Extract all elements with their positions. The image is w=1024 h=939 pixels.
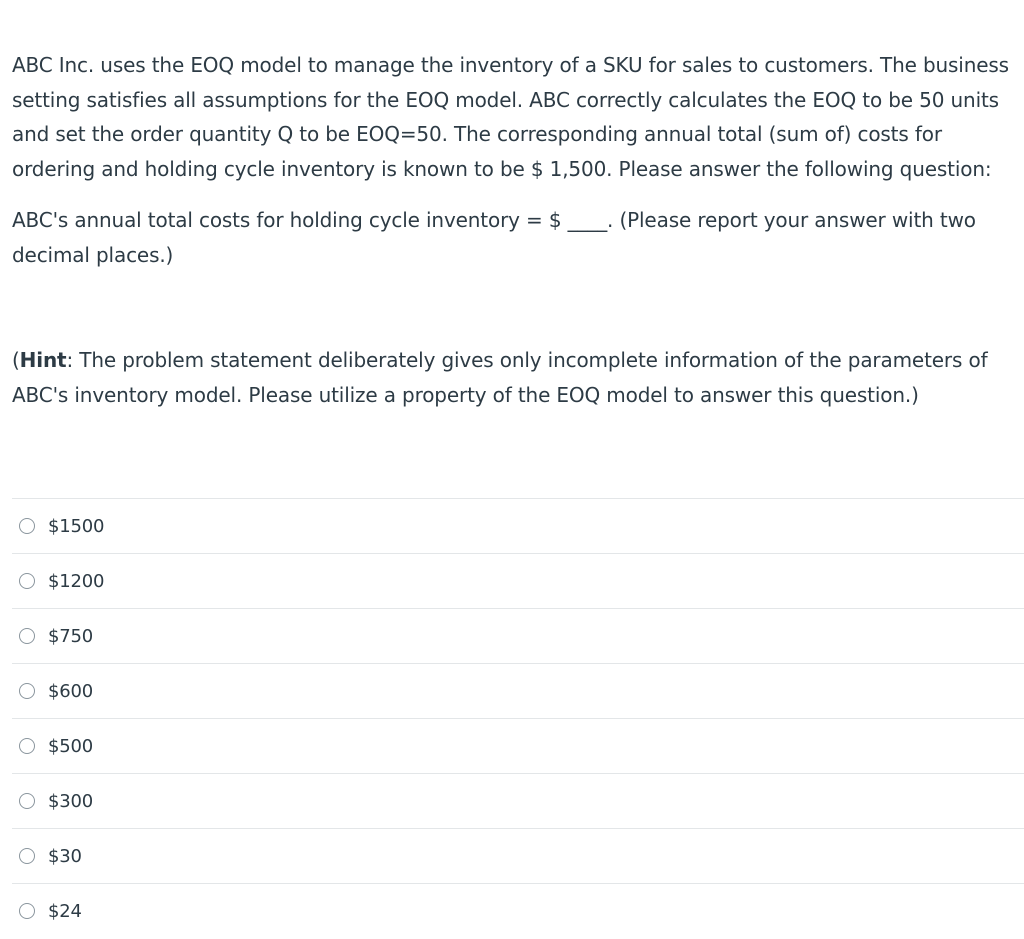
answer-option[interactable] xyxy=(12,774,1024,829)
hint-text: : The problem statement deliberately gives only incomplete information of the parameters of ABC's inventory model. Please utilize a property of the EOQ model to answer this question.) xyxy=(12,348,988,407)
answer-label: $30 xyxy=(48,845,82,867)
answer-option[interactable] xyxy=(12,719,1024,774)
question-paragraph: ABC Inc. uses the EOQ model to manage the inventory of a SKU for sales to customers. The business setting satisfies all assumptions for the EOQ model. ABC correctly calculates the EOQ to be 50 units and set the order quantity Q to be EOQ=50. The corresponding annual total (sum of) costs for ordering and holding cycle inventory is known to be $ 1,500. Please answer the following question: xyxy=(12,53,1009,181)
radio-button[interactable] xyxy=(19,738,35,754)
answer-list xyxy=(12,498,1024,938)
answer-option[interactable] xyxy=(12,829,1024,884)
answer-label: $1200 xyxy=(48,570,105,592)
radio-button[interactable] xyxy=(19,683,35,699)
answer-option[interactable] xyxy=(12,884,1024,938)
question-prompt: ABC's annual total costs for holding cycle inventory = $ ____. (Please report your answer with two decimal places.) xyxy=(12,208,976,267)
answer-label: $24 xyxy=(48,900,82,922)
answer-label: $600 xyxy=(48,680,94,702)
answer-label: $750 xyxy=(48,625,94,647)
radio-button[interactable] xyxy=(19,573,35,589)
hint-open-paren: ( xyxy=(12,348,20,372)
answer-label: $500 xyxy=(48,735,94,757)
answer-option[interactable] xyxy=(12,554,1024,609)
hint-label: Hint xyxy=(19,348,67,372)
answer-option[interactable] xyxy=(12,499,1024,554)
radio-button[interactable] xyxy=(19,793,35,809)
radio-button[interactable] xyxy=(19,628,35,644)
hint-paragraph xyxy=(12,343,1018,412)
answer-label: $300 xyxy=(48,790,94,812)
question-text xyxy=(12,48,1018,412)
answer-option[interactable] xyxy=(12,664,1024,719)
answer-option[interactable] xyxy=(12,609,1024,664)
radio-button[interactable] xyxy=(19,848,35,864)
radio-button[interactable] xyxy=(19,903,35,919)
radio-button[interactable] xyxy=(19,518,35,534)
answer-label: $1500 xyxy=(48,515,105,537)
